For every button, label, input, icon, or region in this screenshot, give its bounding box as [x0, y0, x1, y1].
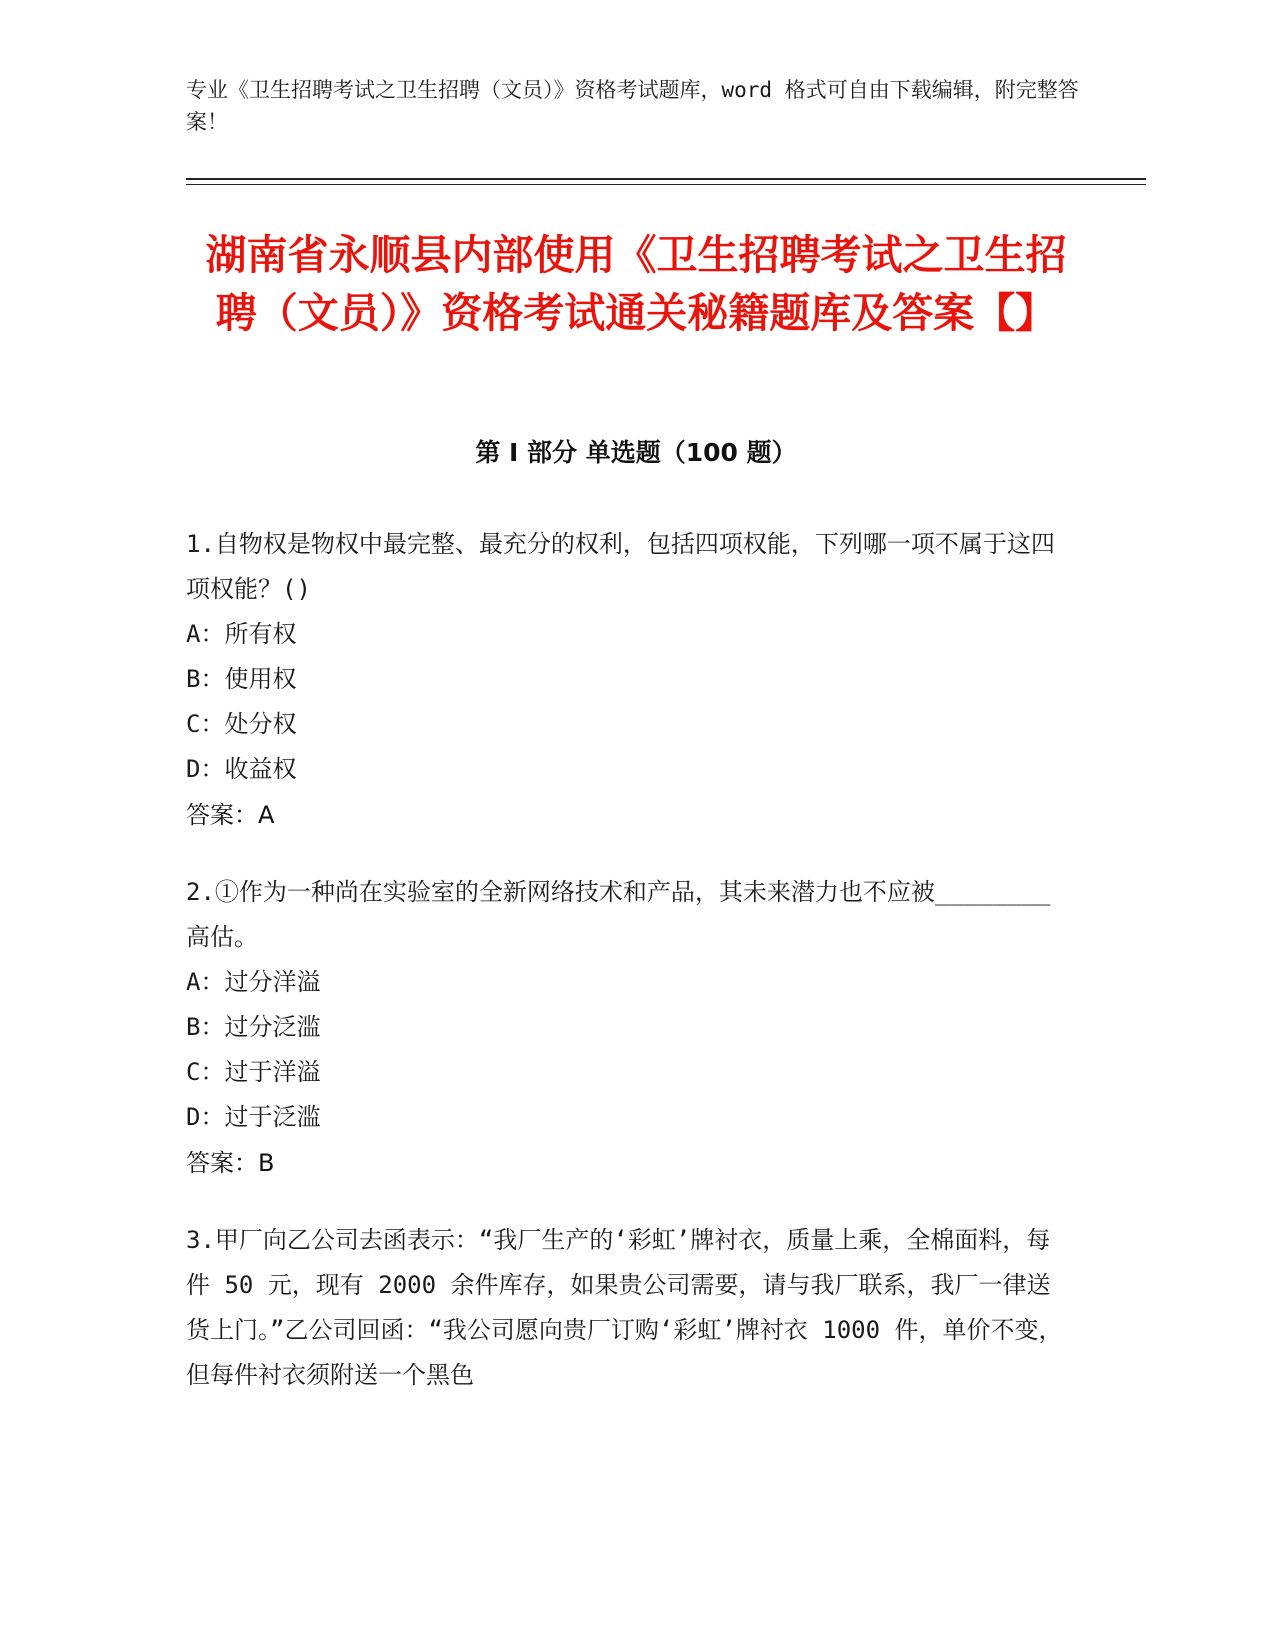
- section-heading: 第 I 部分 单选题（100 题）: [475, 438, 797, 467]
- document-title: 湖南省永顺县内部使用《卫生招聘考试之卫生招聘（文员）》资格考试通关秘籍题库及答案【】: [205, 231, 1067, 337]
- option-b: B：过分泛滥: [186, 1013, 321, 1041]
- question-3: [186, 1218, 1066, 1398]
- question-1: [186, 522, 1066, 838]
- option-a: A：过分洋溢: [186, 968, 321, 996]
- question-stem: 2.①作为一种尚在实验室的全新网络技术和产品，其未来潜力也不应被________高估。: [186, 878, 1051, 951]
- question-2: [186, 870, 1066, 1186]
- option-a: A：所有权: [186, 620, 297, 648]
- header-rule: [186, 178, 1146, 180]
- option-d: D：收益权: [186, 755, 297, 783]
- header-note: 专业《卫生招聘考试之卫生招聘（文员）》资格考试题库，word 格式可自由下载编辑，附完整答案！: [186, 78, 1079, 134]
- question-stem: 1.自物权是物权中最完整、最充分的权利，包括四项权能，下列哪一项不属于这四项权能？(): [186, 530, 1055, 603]
- question-stem: 3.甲厂向乙公司去函表示：“我厂生产的‘彩虹’牌衬衣，质量上乘，全棉面料，每件 50 元，现有 2000 余件库存，如果贵公司需要，请与我厂联系，我厂一律送货上门。”乙公司回函：“我公司愿向贵厂订购‘彩虹’牌衬衣 1000 件，单价不变，但每件衬衣须附送一个黑色: [186, 1226, 1063, 1389]
- answer: 答案：B: [186, 1149, 275, 1177]
- option-c: C：处分权: [186, 710, 297, 738]
- option-d: D：过于泛滥: [186, 1103, 321, 1131]
- answer: 答案：A: [186, 801, 275, 829]
- header-rule-thin: [186, 184, 1146, 185]
- option-b: B：使用权: [186, 665, 297, 693]
- option-c: C：过于洋溢: [186, 1058, 321, 1086]
- question-list: [186, 522, 1066, 1430]
